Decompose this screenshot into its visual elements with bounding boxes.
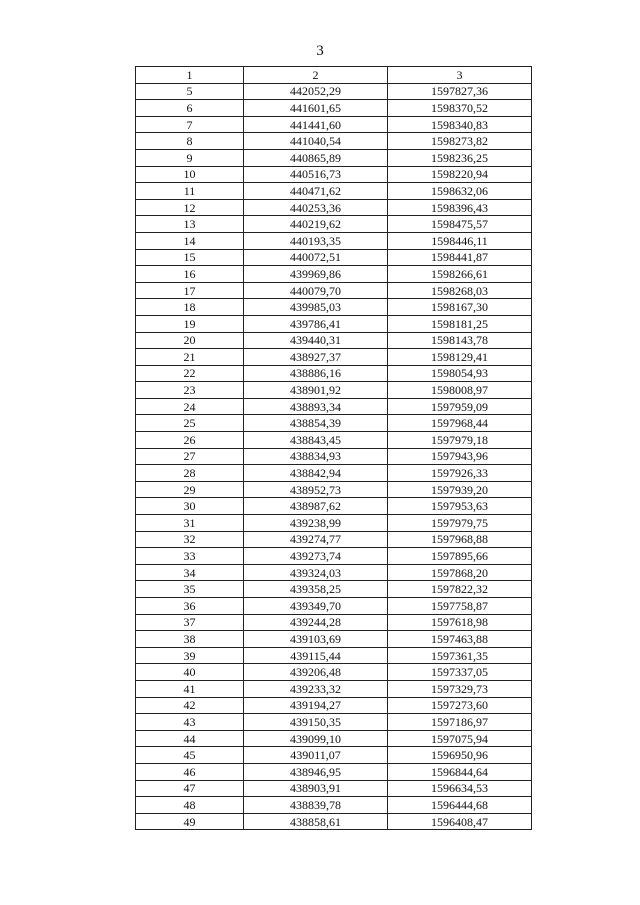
point-number-cell: 38 bbox=[136, 631, 244, 648]
table-row bbox=[136, 166, 532, 183]
point-number-cell: 22 bbox=[136, 365, 244, 382]
table-row bbox=[136, 216, 532, 233]
point-number-cell: 48 bbox=[136, 797, 244, 814]
table-row bbox=[136, 780, 532, 797]
x-coordinate-cell: 438839,78 bbox=[244, 797, 388, 814]
table-row bbox=[136, 631, 532, 648]
y-coordinate-cell: 1597953,63 bbox=[388, 498, 532, 515]
x-coordinate-cell: 440865,89 bbox=[244, 149, 388, 166]
table-row bbox=[136, 266, 532, 283]
point-number-cell: 13 bbox=[136, 216, 244, 233]
x-coordinate-cell: 441040,54 bbox=[244, 133, 388, 150]
x-coordinate-cell: 439985,03 bbox=[244, 299, 388, 316]
y-coordinate-cell: 1597186,97 bbox=[388, 714, 532, 731]
page-number: 3 bbox=[316, 43, 324, 59]
table-row bbox=[136, 548, 532, 565]
table-row bbox=[136, 365, 532, 382]
point-number-cell: 47 bbox=[136, 780, 244, 797]
table-row bbox=[136, 498, 532, 515]
point-number-cell: 28 bbox=[136, 465, 244, 482]
point-number-cell: 45 bbox=[136, 747, 244, 764]
y-coordinate-cell: 1596950,96 bbox=[388, 747, 532, 764]
x-coordinate-cell: 439349,70 bbox=[244, 598, 388, 615]
y-coordinate-cell: 1598446,11 bbox=[388, 232, 532, 249]
point-number-cell: 19 bbox=[136, 315, 244, 332]
x-coordinate-cell: 438903,91 bbox=[244, 780, 388, 797]
y-coordinate-cell: 1597822,32 bbox=[388, 581, 532, 598]
point-number-cell: 33 bbox=[136, 548, 244, 565]
y-coordinate-cell: 1597273,60 bbox=[388, 697, 532, 714]
x-coordinate-cell: 439244,28 bbox=[244, 614, 388, 631]
y-coordinate-cell: 1598266,61 bbox=[388, 266, 532, 283]
x-coordinate-cell: 441601,65 bbox=[244, 100, 388, 117]
table-row bbox=[136, 730, 532, 747]
x-coordinate-cell: 439103,69 bbox=[244, 631, 388, 648]
y-coordinate-cell: 1597827,36 bbox=[388, 83, 532, 100]
y-coordinate-cell: 1597926,33 bbox=[388, 465, 532, 482]
x-coordinate-cell: 438886,16 bbox=[244, 365, 388, 382]
x-coordinate-cell: 438834,93 bbox=[244, 448, 388, 465]
point-number-cell: 49 bbox=[136, 813, 244, 830]
table-row bbox=[136, 581, 532, 598]
table-row bbox=[136, 813, 532, 830]
y-coordinate-cell: 1597868,20 bbox=[388, 564, 532, 581]
point-number-cell: 34 bbox=[136, 564, 244, 581]
coordinates-table bbox=[135, 66, 532, 830]
table-row bbox=[136, 598, 532, 615]
column-header-1: 1 bbox=[136, 67, 244, 84]
x-coordinate-cell: 442052,29 bbox=[244, 83, 388, 100]
point-number-cell: 41 bbox=[136, 680, 244, 697]
y-coordinate-cell: 1596634,53 bbox=[388, 780, 532, 797]
table-row bbox=[136, 382, 532, 399]
table-row bbox=[136, 199, 532, 216]
point-number-cell: 17 bbox=[136, 282, 244, 299]
point-number-cell: 11 bbox=[136, 183, 244, 200]
point-number-cell: 46 bbox=[136, 763, 244, 780]
x-coordinate-cell: 438987,62 bbox=[244, 498, 388, 515]
point-number-cell: 16 bbox=[136, 266, 244, 283]
y-coordinate-cell: 1597959,09 bbox=[388, 398, 532, 415]
table-row bbox=[136, 83, 532, 100]
y-coordinate-cell: 1597337,05 bbox=[388, 664, 532, 681]
x-coordinate-cell: 440079,70 bbox=[244, 282, 388, 299]
x-coordinate-cell: 439099,10 bbox=[244, 730, 388, 747]
x-coordinate-cell: 438843,45 bbox=[244, 432, 388, 449]
x-coordinate-cell: 439358,25 bbox=[244, 581, 388, 598]
point-number-cell: 29 bbox=[136, 481, 244, 498]
point-number-cell: 5 bbox=[136, 83, 244, 100]
table-row bbox=[136, 680, 532, 697]
y-coordinate-cell: 1598181,25 bbox=[388, 315, 532, 332]
point-number-cell: 7 bbox=[136, 116, 244, 133]
y-coordinate-cell: 1598008,97 bbox=[388, 382, 532, 399]
point-number-cell: 6 bbox=[136, 100, 244, 117]
y-coordinate-cell: 1596408,47 bbox=[388, 813, 532, 830]
table-row bbox=[136, 315, 532, 332]
y-coordinate-cell: 1597463,88 bbox=[388, 631, 532, 648]
table-row bbox=[136, 249, 532, 266]
point-number-cell: 40 bbox=[136, 664, 244, 681]
table-row bbox=[136, 697, 532, 714]
point-number-cell: 8 bbox=[136, 133, 244, 150]
point-number-cell: 21 bbox=[136, 349, 244, 366]
table-row bbox=[136, 183, 532, 200]
x-coordinate-cell: 440193,35 bbox=[244, 232, 388, 249]
x-coordinate-cell: 439786,41 bbox=[244, 315, 388, 332]
y-coordinate-cell: 1598220,94 bbox=[388, 166, 532, 183]
point-number-cell: 44 bbox=[136, 730, 244, 747]
y-coordinate-cell: 1598273,82 bbox=[388, 133, 532, 150]
point-number-cell: 39 bbox=[136, 647, 244, 664]
table-row bbox=[136, 531, 532, 548]
point-number-cell: 10 bbox=[136, 166, 244, 183]
point-number-cell: 25 bbox=[136, 415, 244, 432]
x-coordinate-cell: 440471,62 bbox=[244, 183, 388, 200]
table-row bbox=[136, 349, 532, 366]
table-body bbox=[136, 83, 532, 830]
y-coordinate-cell: 1597943,96 bbox=[388, 448, 532, 465]
point-number-cell: 12 bbox=[136, 199, 244, 216]
y-coordinate-cell: 1598129,41 bbox=[388, 349, 532, 366]
table-row bbox=[136, 415, 532, 432]
y-coordinate-cell: 1598268,03 bbox=[388, 282, 532, 299]
y-coordinate-cell: 1598632,06 bbox=[388, 183, 532, 200]
column-header-3: 3 bbox=[388, 67, 532, 84]
y-coordinate-cell: 1598475,57 bbox=[388, 216, 532, 233]
y-coordinate-cell: 1597075,94 bbox=[388, 730, 532, 747]
point-number-cell: 35 bbox=[136, 581, 244, 598]
y-coordinate-cell: 1596844,64 bbox=[388, 763, 532, 780]
point-number-cell: 14 bbox=[136, 232, 244, 249]
x-coordinate-cell: 440219,62 bbox=[244, 216, 388, 233]
point-number-cell: 20 bbox=[136, 332, 244, 349]
y-coordinate-cell: 1598167,30 bbox=[388, 299, 532, 316]
table-row bbox=[136, 282, 532, 299]
x-coordinate-cell: 439150,35 bbox=[244, 714, 388, 731]
y-coordinate-cell: 1598370,52 bbox=[388, 100, 532, 117]
table-row bbox=[136, 564, 532, 581]
x-coordinate-cell: 439238,99 bbox=[244, 515, 388, 532]
table-row bbox=[136, 100, 532, 117]
point-number-cell: 23 bbox=[136, 382, 244, 399]
x-coordinate-cell: 440072,51 bbox=[244, 249, 388, 266]
x-coordinate-cell: 438946,95 bbox=[244, 763, 388, 780]
table-row bbox=[136, 448, 532, 465]
y-coordinate-cell: 1597979,18 bbox=[388, 432, 532, 449]
point-number-cell: 30 bbox=[136, 498, 244, 515]
table-row bbox=[136, 232, 532, 249]
table-row bbox=[136, 614, 532, 631]
x-coordinate-cell: 439274,77 bbox=[244, 531, 388, 548]
table-header-row bbox=[136, 67, 532, 84]
x-coordinate-cell: 439273,74 bbox=[244, 548, 388, 565]
x-coordinate-cell: 438854,39 bbox=[244, 415, 388, 432]
table-row bbox=[136, 133, 532, 150]
x-coordinate-cell: 438858,61 bbox=[244, 813, 388, 830]
x-coordinate-cell: 439324,03 bbox=[244, 564, 388, 581]
y-coordinate-cell: 1597618,98 bbox=[388, 614, 532, 631]
x-coordinate-cell: 439011,07 bbox=[244, 747, 388, 764]
x-coordinate-cell: 439969,86 bbox=[244, 266, 388, 283]
table-row bbox=[136, 481, 532, 498]
x-coordinate-cell: 439206,48 bbox=[244, 664, 388, 681]
y-coordinate-cell: 1598441,87 bbox=[388, 249, 532, 266]
table-row bbox=[136, 149, 532, 166]
y-coordinate-cell: 1597329,73 bbox=[388, 680, 532, 697]
y-coordinate-cell: 1596444,68 bbox=[388, 797, 532, 814]
point-number-cell: 32 bbox=[136, 531, 244, 548]
column-header-2: 2 bbox=[244, 67, 388, 84]
x-coordinate-cell: 441441,60 bbox=[244, 116, 388, 133]
y-coordinate-cell: 1598054,93 bbox=[388, 365, 532, 382]
y-coordinate-cell: 1597939,20 bbox=[388, 481, 532, 498]
x-coordinate-cell: 439115,44 bbox=[244, 647, 388, 664]
point-number-cell: 42 bbox=[136, 697, 244, 714]
table-row bbox=[136, 664, 532, 681]
point-number-cell: 43 bbox=[136, 714, 244, 731]
point-number-cell: 24 bbox=[136, 398, 244, 415]
y-coordinate-cell: 1597979,75 bbox=[388, 515, 532, 532]
x-coordinate-cell: 438952,73 bbox=[244, 481, 388, 498]
y-coordinate-cell: 1598143,78 bbox=[388, 332, 532, 349]
table-row bbox=[136, 763, 532, 780]
x-coordinate-cell: 438893,34 bbox=[244, 398, 388, 415]
table-row bbox=[136, 116, 532, 133]
y-coordinate-cell: 1598340,83 bbox=[388, 116, 532, 133]
y-coordinate-cell: 1597895,66 bbox=[388, 548, 532, 565]
x-coordinate-cell: 439440,31 bbox=[244, 332, 388, 349]
y-coordinate-cell: 1597968,44 bbox=[388, 415, 532, 432]
table-row bbox=[136, 332, 532, 349]
point-number-cell: 36 bbox=[136, 598, 244, 615]
table-row bbox=[136, 714, 532, 731]
x-coordinate-cell: 440516,73 bbox=[244, 166, 388, 183]
x-coordinate-cell: 438901,92 bbox=[244, 382, 388, 399]
point-number-cell: 27 bbox=[136, 448, 244, 465]
x-coordinate-cell: 438842,94 bbox=[244, 465, 388, 482]
table-row bbox=[136, 299, 532, 316]
table-row bbox=[136, 515, 532, 532]
point-number-cell: 31 bbox=[136, 515, 244, 532]
x-coordinate-cell: 440253,36 bbox=[244, 199, 388, 216]
y-coordinate-cell: 1597968,88 bbox=[388, 531, 532, 548]
table-row bbox=[136, 432, 532, 449]
point-number-cell: 18 bbox=[136, 299, 244, 316]
x-coordinate-cell: 438927,37 bbox=[244, 349, 388, 366]
y-coordinate-cell: 1597361,35 bbox=[388, 647, 532, 664]
y-coordinate-cell: 1598236,25 bbox=[388, 149, 532, 166]
point-number-cell: 26 bbox=[136, 432, 244, 449]
table-row bbox=[136, 797, 532, 814]
x-coordinate-cell: 439194,27 bbox=[244, 697, 388, 714]
x-coordinate-cell: 439233,32 bbox=[244, 680, 388, 697]
table-row bbox=[136, 465, 532, 482]
point-number-cell: 15 bbox=[136, 249, 244, 266]
y-coordinate-cell: 1597758,87 bbox=[388, 598, 532, 615]
y-coordinate-cell: 1598396,43 bbox=[388, 199, 532, 216]
point-number-cell: 37 bbox=[136, 614, 244, 631]
table-row bbox=[136, 747, 532, 764]
table-row bbox=[136, 398, 532, 415]
point-number-cell: 9 bbox=[136, 149, 244, 166]
table-row bbox=[136, 647, 532, 664]
